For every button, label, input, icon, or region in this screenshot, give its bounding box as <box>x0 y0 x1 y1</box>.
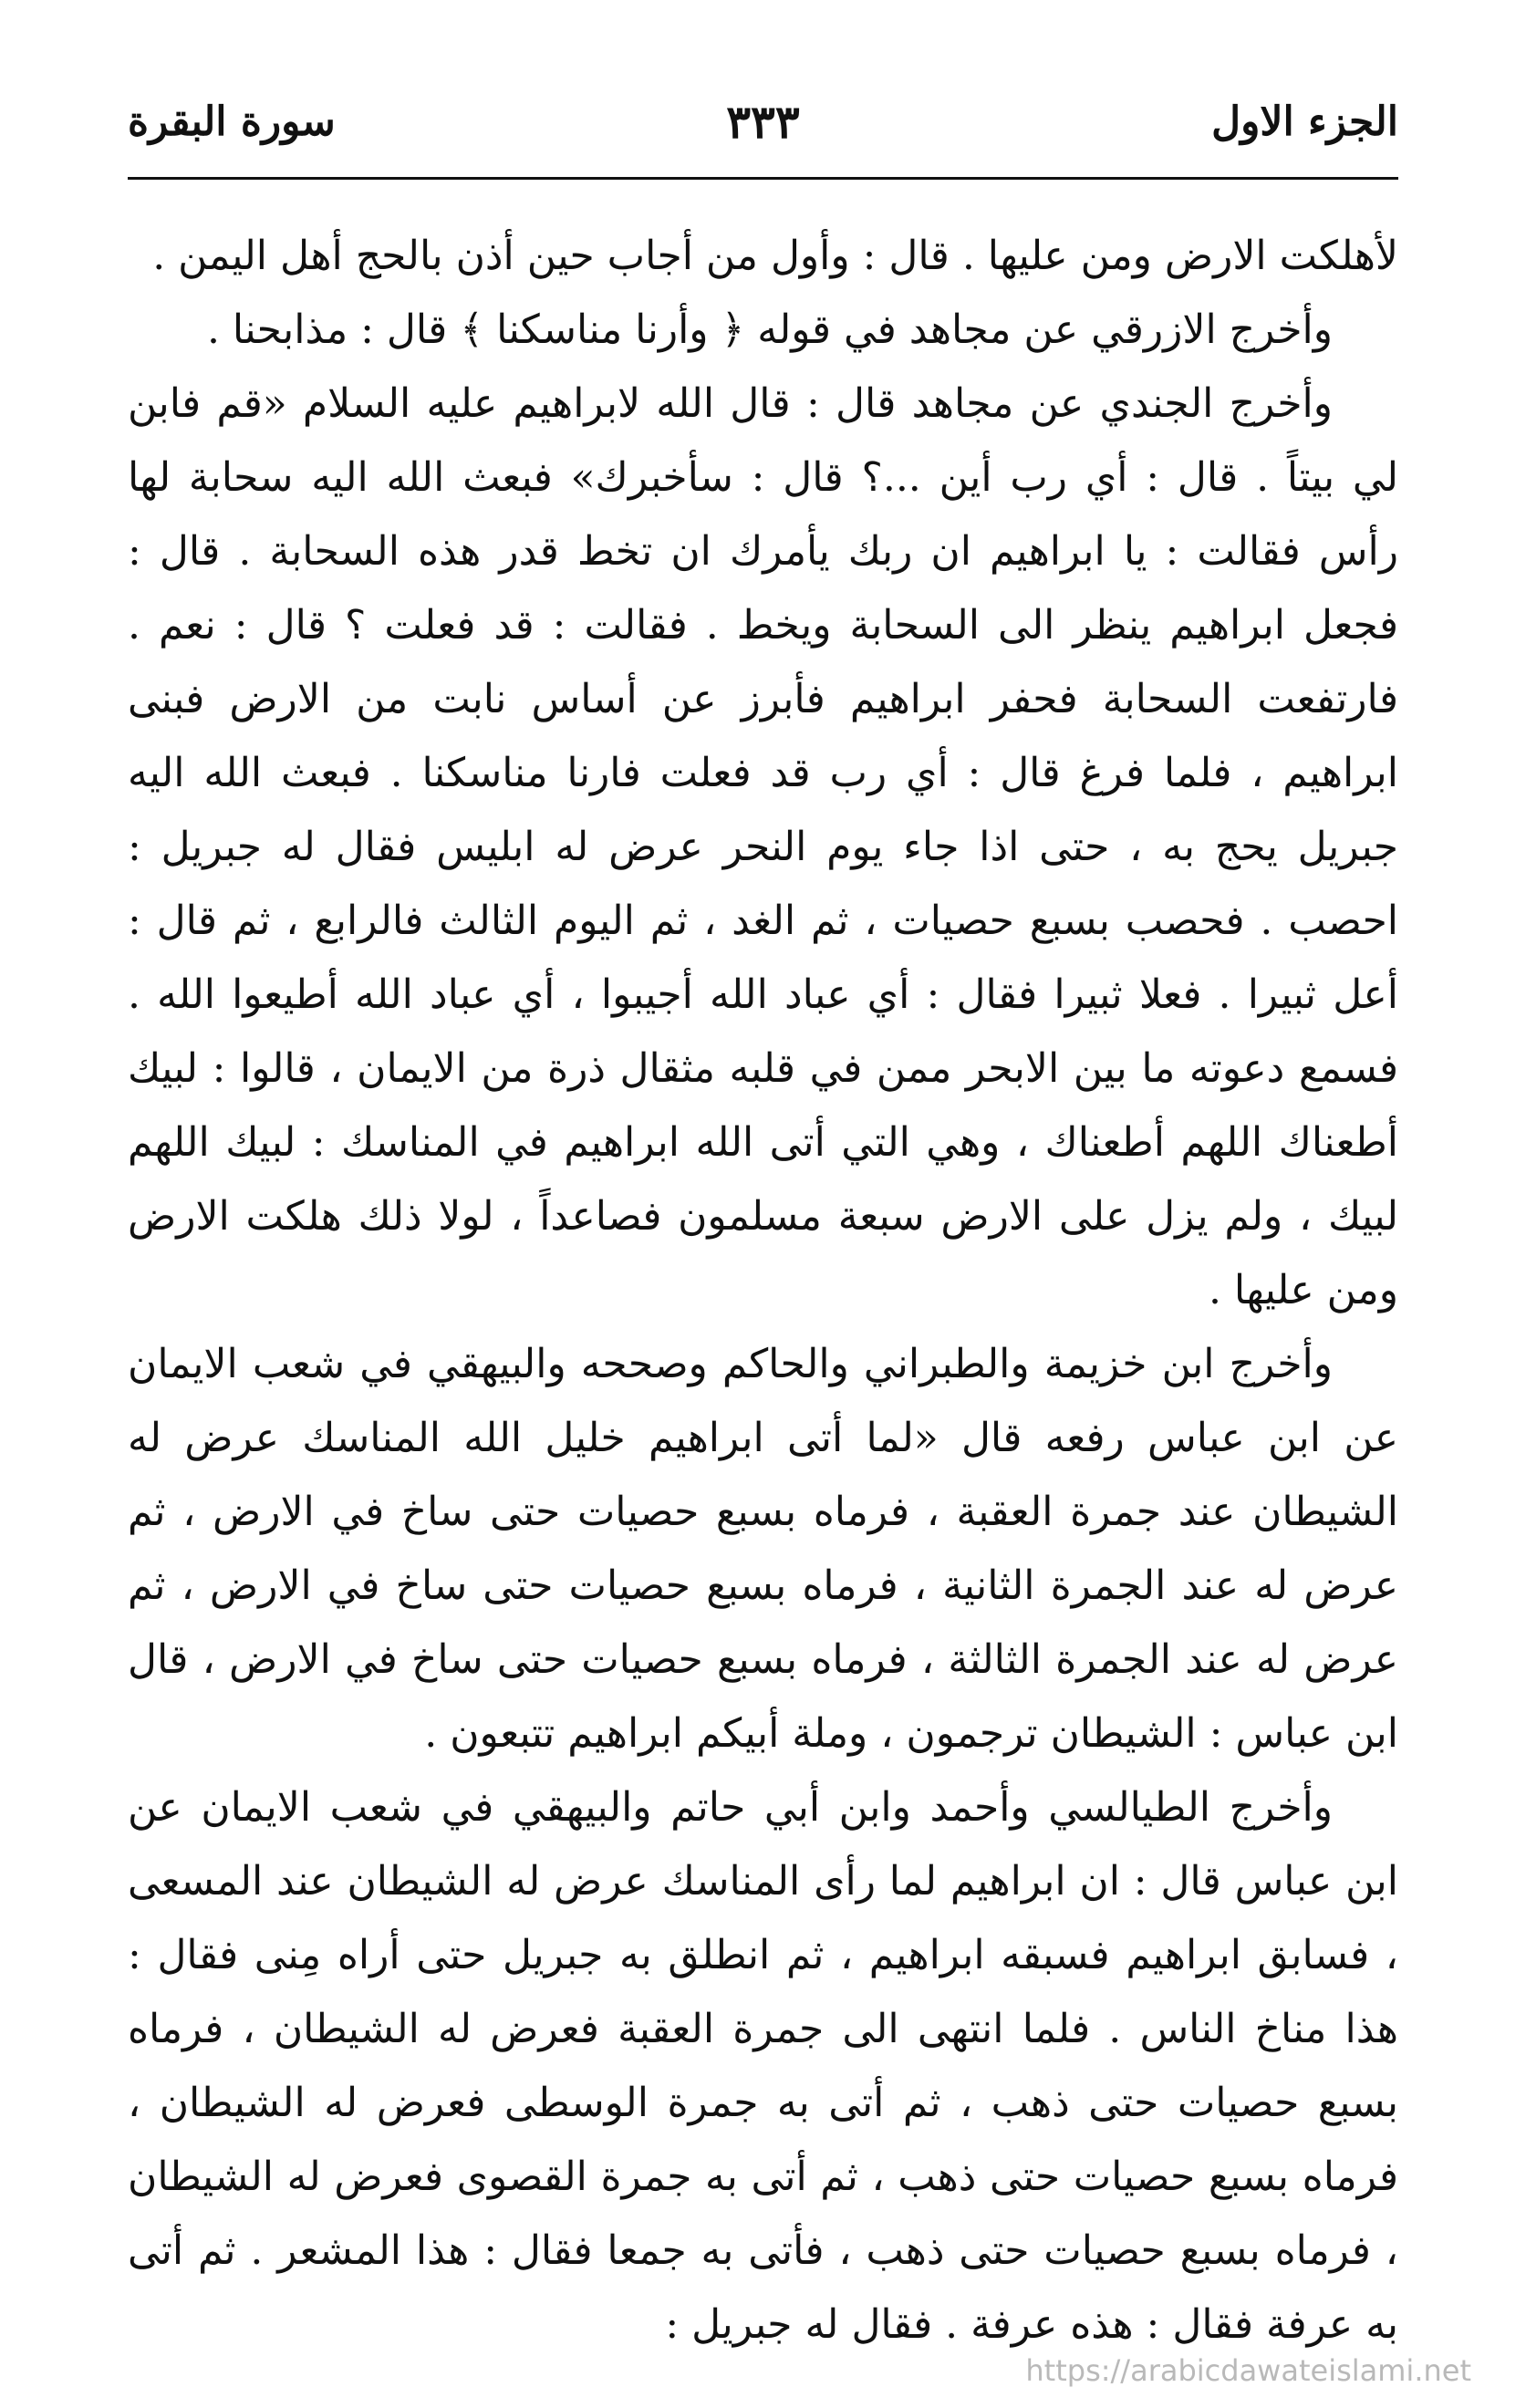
paragraph-4: وأخرج ابن خزيمة والطبراني والحاكم وصححه والبيهقي في شعب الايمان عن ابن عباس رفعه قال «لما أتى ابراهيم خليل الله المناسك عرض له الشيطان عند جمرة العقبة ، فرماه بسبع حصيات حتى ساخ في الارض ، ثم عرض له عند الجمرة الثانية ، فرماه بسبع حصيات حتى ساخ في الارض ، ثم عرض له عند الجمرة الثالثة ، فرماه بسبع حصيات حتى ساخ في الارض ، قال ابن عباس : الشيطان ترجمون ، وملة أبيكم ابراهيم تتبعون . <box>128 1341 1398 1757</box>
surah-title: سورة البقرة <box>128 99 336 145</box>
page-number: ٣٣٣ <box>726 95 800 149</box>
paragraph-1: لأهلكت الارض ومن عليها . قال : وأول من أجاب حين أذن بالحج أهل اليمن . <box>152 233 1398 279</box>
page-header <box>128 91 1398 164</box>
book-part-title: الجزء الاول <box>1211 99 1398 145</box>
page-body <box>128 219 1398 2361</box>
book-page <box>128 91 1398 2353</box>
paragraph-3: وأخرج الجندي عن مجاهد قال : قال الله لابراهيم عليه السلام «قم فابن لي بيتاً . قال : أي رب أين ...؟ قال : سأخبرك» فبعث الله اليه سحابة لها رأس فقالت : يا ابراهيم ان ربك يأمرك ان تخط قدر هذه السحابة . قال : فجعل ابراهيم ينظر الى السحابة ويخط . فقالت : قد فعلت ؟ قال : نعم . فارتفعت السحابة فحفر ابراهيم فأبرز عن أساس نابت من الارض فبنى ابراهيم ، فلما فرغ قال : أي رب قد فعلت فارنا مناسكنا . فبعث الله اليه جبريل يحج به ، حتى اذا جاء يوم النحر عرض له ابليس فقال له جبريل : احصب . فحصب بسبع حصيات ، ثم الغد ، ثم اليوم الثالث فالرابع ، ثم قال : أعل ثبيرا . فعلا ثبيرا فقال : أي عباد الله أجيبوا ، أي عباد الله أطيعوا الله . فسمع دعوته ما بين الابحر ممن في قلبه مثقال ذرة من الايمان ، قالوا : لبيك أطعناك اللهم أطعناك ، وهي التي أتى الله ابراهيم في المناسك : لبيك اللهم لبيك ، ولم يزل على الارض سبعة مسلمون فصاعداً ، لولا ذلك هلكت الارض ومن عليها . <box>128 380 1398 1313</box>
paragraph-5: وأخرج الطيالسي وأحمد وابن أبي حاتم والبيهقي في شعب الايمان عن ابن عباس قال : ان ابراهيم لما رأى المناسك عرض له الشيطان عند المسعى ، فسابق ابراهيم فسبقه ابراهيم ، ثم انطلق به جبريل حتى أراه مِنى فقال : هذا مناخ الناس . فلما انتهى الى جمرة العقبة فعرض له الشيطان ، فرماه بسبع حصيات حتى ذهب ، ثم أتى به جمرة الوسطى فعرض له الشيطان ، فرماه بسبع حصيات حتى ذهب ، ثم أتى به جمرة القصوى فعرض له الشيطان ، فرماه بسبع حصيات حتى ذهب ، فأتى به جمعا فقال : هذا المشعر . ثم أتى به عرفة فقال : هذه عرفة . فقال له جبريل : <box>128 1784 1398 2348</box>
paragraph-2: وأخرج الازرقي عن مجاهد في قوله ﴿ وأرنا مناسكنا ﴾ قال : مذابحنا . <box>206 306 1333 353</box>
header-divider <box>128 177 1398 180</box>
site-watermark: https://arabicdawateislami.net <box>1025 2353 1471 2388</box>
